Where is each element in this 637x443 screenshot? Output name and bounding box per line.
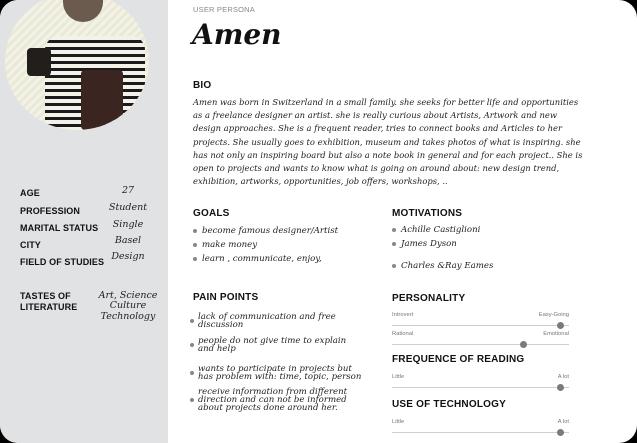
slider-track bbox=[392, 432, 569, 433]
slider-rational-emotional bbox=[392, 331, 569, 351]
list-item bbox=[193, 226, 338, 236]
avatar-cup bbox=[27, 48, 51, 76]
list-item bbox=[392, 261, 493, 271]
fact-label-city: CITY bbox=[20, 240, 41, 250]
personality-heading: PERSONALITY bbox=[392, 293, 466, 304]
bio-heading: BIO bbox=[193, 80, 212, 91]
slider-knob bbox=[557, 384, 564, 391]
bullet-icon bbox=[190, 371, 194, 375]
tastes-value-1: Art, Science bbox=[98, 290, 158, 301]
profile-sidebar bbox=[0, 0, 168, 443]
bullet-icon bbox=[392, 228, 396, 232]
slider-left-label: Rational bbox=[392, 331, 414, 337]
bullet-icon bbox=[190, 319, 194, 323]
fact-value-city: Basel bbox=[114, 235, 142, 246]
list-item bbox=[190, 365, 363, 381]
bullet-icon bbox=[190, 398, 194, 402]
bullet-icon bbox=[190, 343, 194, 347]
list-item bbox=[190, 313, 363, 329]
slider-knob bbox=[557, 322, 564, 329]
list-item bbox=[193, 254, 322, 264]
avatar-neck bbox=[63, 0, 103, 22]
slider-right-label: A lot bbox=[557, 374, 569, 380]
pain-point-text: lack of communication and free discussion bbox=[198, 312, 336, 330]
slider-knob bbox=[520, 341, 527, 348]
slider-right-label: Easy-Going bbox=[538, 312, 569, 318]
motivation-text: Charles &Ray Eames bbox=[401, 261, 494, 271]
bullet-icon bbox=[193, 243, 197, 247]
technology-heading: USE OF TECHNOLOGY bbox=[392, 399, 506, 410]
slider-technology bbox=[392, 419, 569, 439]
pain-point-text: people do not give time to explain and help bbox=[198, 336, 347, 354]
tastes-label-line2: LITERATURE bbox=[20, 302, 78, 312]
slider-introvert-easygoing bbox=[392, 312, 569, 332]
fact-label-field-of-studies: FIELD OF STUDIES bbox=[20, 257, 105, 267]
persona-kicker: USER PERSONA bbox=[193, 5, 255, 14]
tastes-value-2: Culture bbox=[109, 300, 147, 311]
bullet-icon bbox=[392, 264, 396, 268]
fact-value-age: 27 bbox=[121, 185, 135, 196]
fact-value-marital-status: Single bbox=[112, 219, 144, 230]
list-item bbox=[392, 225, 480, 235]
slider-right-label: Emotional bbox=[543, 331, 569, 337]
motivation-text: Achille Castiglioni bbox=[401, 225, 481, 235]
list-item bbox=[190, 388, 363, 412]
goal-text: become famous designer/Artist bbox=[202, 226, 339, 236]
tastes-label-line1: TASTES OF bbox=[20, 291, 71, 301]
bullet-icon bbox=[392, 242, 396, 246]
list-item bbox=[190, 337, 363, 353]
slider-track bbox=[392, 344, 569, 345]
avatar bbox=[5, 0, 149, 130]
pain-point-text: receive information from different direction and can not be informed about projects done around her. bbox=[198, 387, 348, 413]
tastes-value-3: Technology bbox=[100, 311, 156, 322]
bio-text: Amen was born in Switzerland in a small family. she seeks for better life and opportunities as a freelance designer an artist. she is really curious about Artists, Artwork and new design approaches. She is a frequent reader, tries to connect books and Articles to her projects. She usually goes to exhibition, museum and takes photos of what is inspiring. she has not only an inspiring board but also a note book in general and for each project.. She is open to projects and wants to know what is going on around about: new design trend, exhibition, artworks, opportunities, job offers, workshops, .. bbox=[193, 97, 583, 187]
fact-label-profession: PROFESSION bbox=[20, 206, 81, 216]
list-item bbox=[392, 239, 457, 249]
slider-reading bbox=[392, 374, 569, 394]
goal-text: learn , communicate, enjoy, bbox=[202, 254, 322, 264]
pain-points-heading: PAIN POINTS bbox=[193, 292, 259, 303]
avatar-bag bbox=[81, 70, 123, 130]
bullet-icon bbox=[193, 257, 197, 261]
fact-value-field-of-studies: Design bbox=[111, 251, 145, 262]
bullet-icon bbox=[193, 229, 197, 233]
slider-left-label: Little bbox=[392, 374, 405, 380]
pain-point-text: wants to participate in projects but has problem with: time, topic, person bbox=[198, 364, 362, 382]
list-item bbox=[193, 240, 257, 250]
reading-heading: FREQUENCE OF READING bbox=[392, 354, 525, 365]
fact-label-age: AGE bbox=[20, 188, 40, 198]
slider-track bbox=[392, 387, 569, 388]
fact-label-marital-status: MARITAL STATUS bbox=[20, 223, 99, 233]
slider-left-label: Introvert bbox=[392, 312, 414, 318]
persona-name: Amen bbox=[192, 18, 282, 51]
fact-value-profession: Student bbox=[108, 202, 148, 213]
goals-heading: GOALS bbox=[193, 208, 230, 219]
goal-text: make money bbox=[202, 240, 258, 250]
slider-left-label: Little bbox=[392, 419, 405, 425]
motivations-heading: MOTIVATIONS bbox=[392, 208, 463, 219]
slider-track bbox=[392, 325, 569, 326]
slider-right-label: A lot bbox=[557, 419, 569, 425]
slider-knob bbox=[557, 429, 564, 436]
motivation-text: James Dyson bbox=[401, 239, 457, 249]
